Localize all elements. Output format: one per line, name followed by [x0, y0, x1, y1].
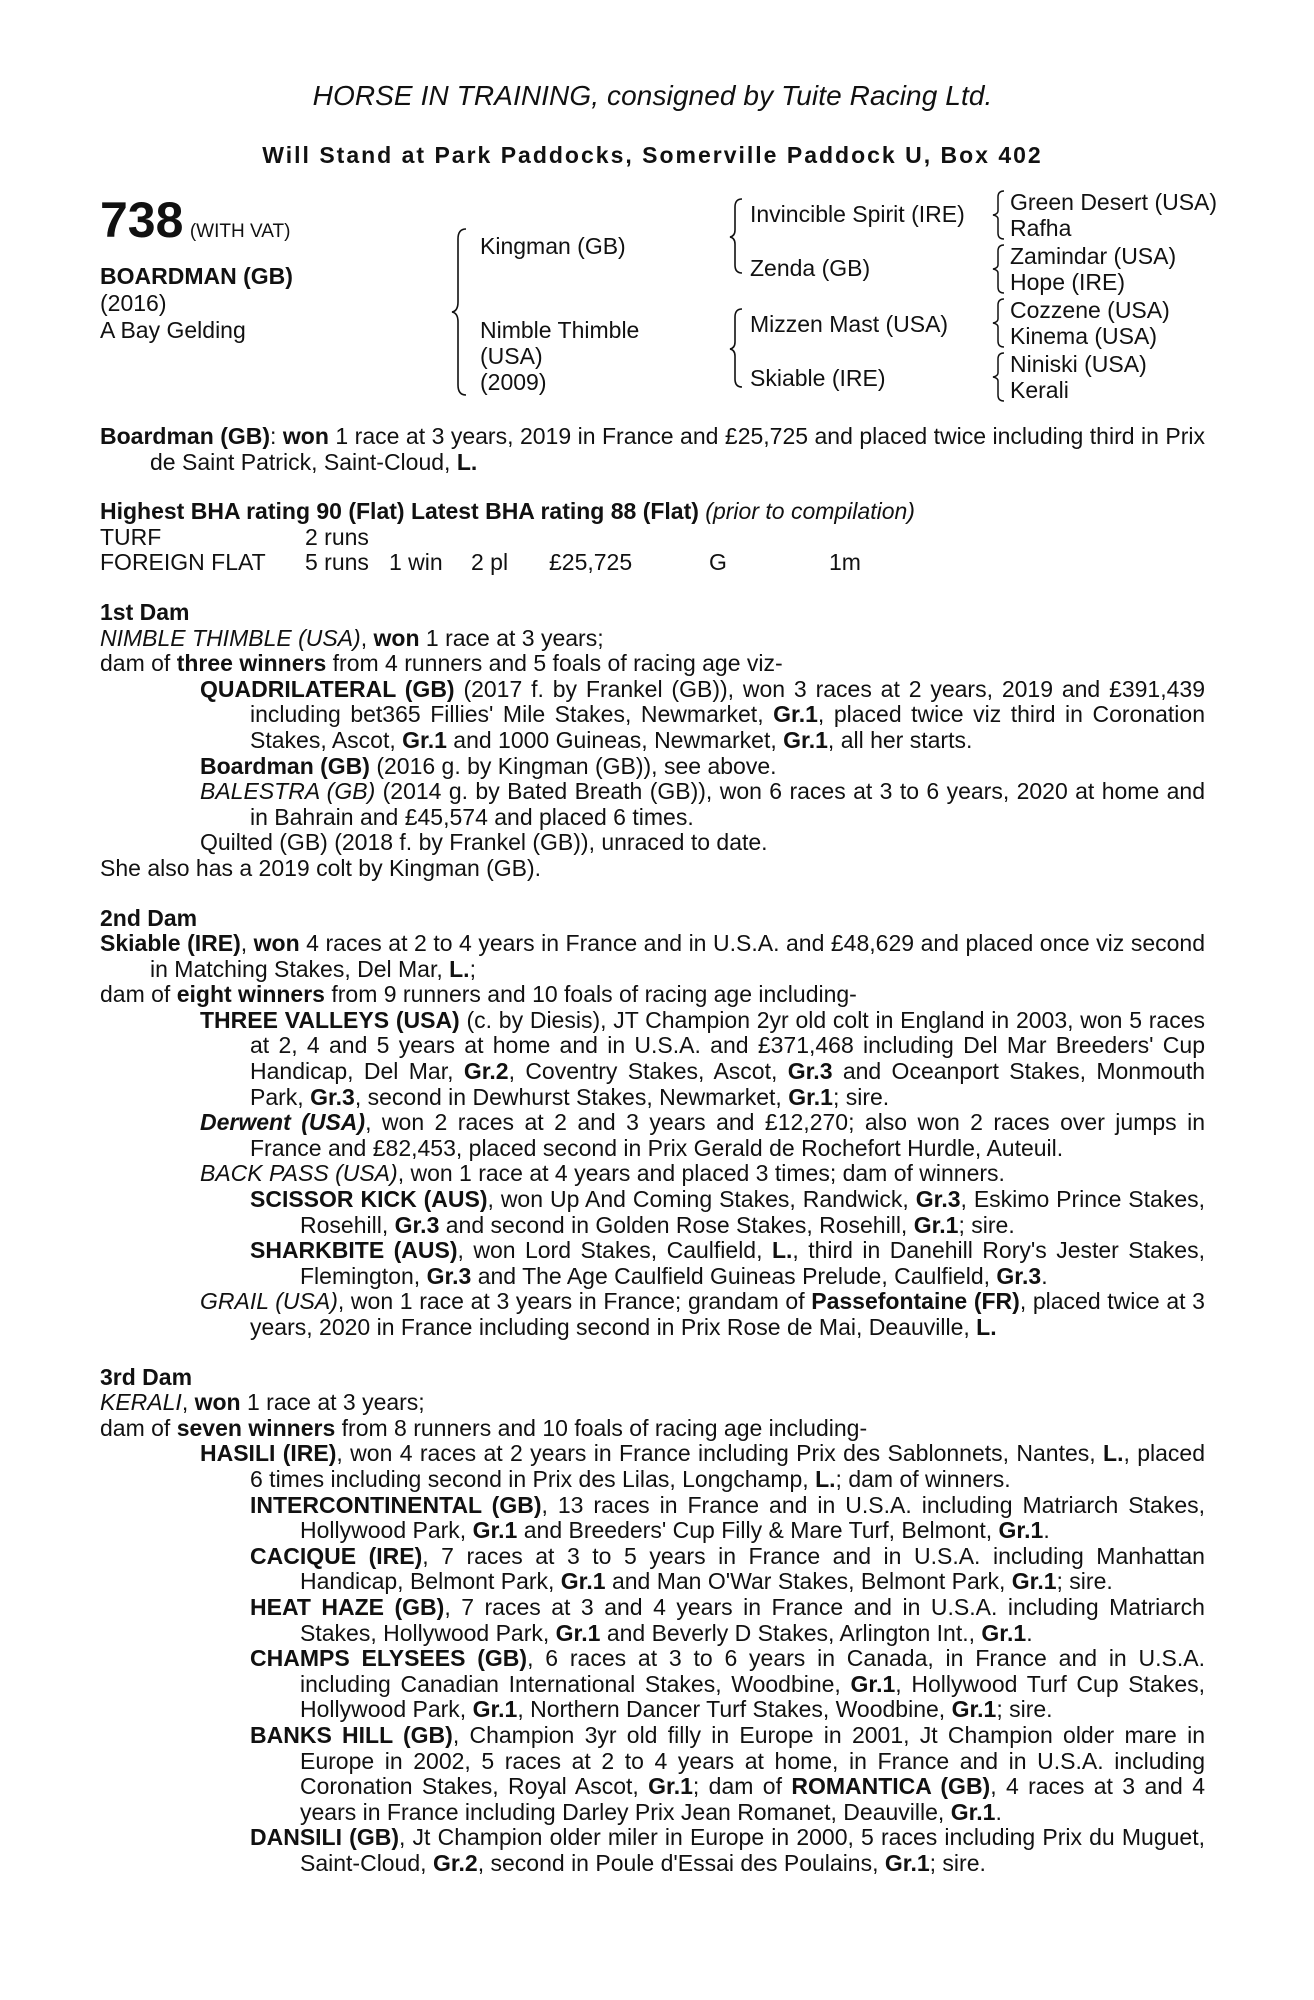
bracket-g3 — [991, 297, 1007, 349]
turf-record: TURF 2 runs — [100, 523, 369, 550]
second-dam-section: 2nd Dam Skiable (IRE), won 4 races at 2 to 4 years in France and in U.S.A. and £48,629 and placed once viz second in Matching Stakes, Del Mar, L.; dam of eight winners from 9 runners and 10 foals of racing age including- THREE VALLEYS (USA) (c. by Diesis), JT Champion 2yr old colt in England in 2003, won 5 races at 2, 4 and 5 years at home and in U.S.A. and £371,468 including Del Mar Breeders' Cup Handicap, Del Mar, Gr.2, Coventry Stakes, Ascot, Gr.3 and Oceanport Stakes, Monmouth Park, Gr.3, second in Dewhurst Stakes, Newmarket, Gr.1; sire. Derwent (USA), won 2 races at 2 and 3 years and £12,270; also won 2 races over jumps in France and £82,453, placed second in Prix Gerald de Rochefort Hurdle, Auteuil. BACK PASS (USA), won 1 race at 4 years and placed 3 times; dam of winners. SCISSOR KICK (AUS), won Up And Coming Stakes, Randwick, Gr.3, Eskimo Prince Stakes, Rosehill, Gr.3 and second in Golden Rose Stakes, Rosehill, Gr.1; sire. SHARKBITE (AUS), won Lord Stakes, Caulfield, L., third in Danehill Rory's Jester Stakes, Flemington, Gr.3 and The Age Caulfield Guineas Prelude, Caulfield, Gr.3. GRAIL (USA), won 1 race at 3 years in France; grandam of Passefontaine (FR), placed twice at 3 years, 2020 in France including second in Prix Rose de Mai, Deauville, L. — [100, 904, 1206, 1340]
bracket-g4 — [991, 351, 1007, 403]
dam-line-1: Nimble Thimble — [480, 317, 640, 343]
sire-dam-bracket — [450, 227, 470, 397]
foaling-year: (2016) — [100, 290, 167, 316]
dam-line-2: (USA) — [480, 343, 543, 369]
pedigree-block — [100, 189, 1218, 424]
dam-parents-bracket — [728, 307, 746, 389]
bracket-g2 — [991, 243, 1007, 295]
progeny-intercontinental: INTERCONTINENTAL (GB), 13 races in France and in U.S.A. including Matriarch Stakes, Hollywood Park, Gr.1 and Breeders' Cup Filly & Mare Turf, Belmont, Gr.1. — [250, 1491, 1206, 1544]
third-dam-section: 3rd Dam KERALI, won 1 race at 3 years; dam of seven winners from 8 runners and 10 foals of racing age including- HASILI (IRE), won 4 races at 2 years in France including Prix des Sablonnets, Nantes, L., placed 6 times including second in Prix des Lilas, Longchamp, L.; dam of winners. INTERCONTINENTAL (GB), 13 races in France and in U.S.A. including Matriarch Stakes, Hollywood Park, Gr.1 and Breeders' Cup Filly & Mare Turf, Belmont, Gr.1. CACIQUE (IRE), 7 races at 3 to 5 years in France and in U.S.A. including Manhattan Handicap, Belmont Park, Gr.1 and Man O'War Stakes, Belmont Park, Gr.1; sire. HEAT HAZE (GB), 7 races at 3 and 4 years in France and in U.S.A. including Matriarch Stakes, Hollywood Park, Gr.1 and Beverly D Stakes, Arlington Int., Gr.1. CHAMPS ELYSEES (GB), 6 races at 3 to 6 years in Canada, in France and in U.S.A. including Canadian International Stakes, Woodbine, Gr.1, Hollywood Turf Cup Stakes, Hollywood Park, Gr.1, Northern Dancer Turf Stakes, Woodbine, Gr.1; sire. BANKS HILL (GB), Champion 3yr old filly in Europe in 2001, Jt Champion older mare in Europe in 2002, 5 races at 2 to 4 years at home, in France and in U.S.A. including Coronation Stakes, Royal Ascot, Gr.1; dam of ROMANTICA (GB), 4 races at 3 and 4 years in France including Darley Prix Jean Romanet, Deauville, Gr.1. DANSILI (GB), Jt Champion older miler in Europe in 2000, 5 races including Prix du Muguet, Saint-Cloud, Gr.2, second in Poule d'Essai des Poulains, Gr.1; sire. — [100, 1363, 1206, 1876]
progeny-champs-elysees: CHAMPS ELYSEES (GB), 6 races at 3 to 6 years in Canada, in France and in U.S.A. including Canadian International Stakes, Woodbine, Gr.1, Hollywood Turf Cup Stakes, Hollywood Park, Gr.1, Northern Dancer Turf Stakes, Woodbine, Gr.1; sire. — [250, 1645, 1205, 1723]
catalogue-page — [100, 80, 1218, 1876]
gg-dsd: Kinema (USA) — [1010, 323, 1157, 349]
gg-sdd: Hope (IRE) — [1010, 269, 1126, 295]
progeny-quadrilateral: QUADRILATERAL (GB) (2017 f. by Frankel (GB)), won 3 races at 2 years, 2019 and £391,439 including bet365 Fillies' Mile Stakes, Newmarket, Gr.1, placed twice viz third in Coronation Stakes, Ascot, Gr.1 and 1000 Guineas, Newmarket, Gr.1, all her starts. — [200, 675, 1205, 753]
dam-sire: Mizzen Mast (USA) — [750, 311, 949, 337]
sire: Kingman (GB) — [480, 233, 626, 259]
lot-number-line — [100, 192, 291, 248]
progeny-boardman: Boardman (GB) (2016 g. by Kingman (GB)), see above. — [200, 752, 777, 779]
progeny-grail: GRAIL (USA), won 1 race at 3 years in France; grandam of Passefontaine (FR), placed twice at 3 years, 2020 in France including second in Prix Rose de Mai, Deauville, L. — [200, 1288, 1205, 1340]
consignment-line: HORSE IN TRAINING, consigned by Tuite Racing Ltd. — [312, 80, 993, 111]
dam-line-3: (2009) — [480, 369, 547, 395]
gg-ddd: Kerali — [1010, 377, 1069, 403]
progeny-cacique: CACIQUE (IRE), 7 races at 3 to 5 years in France and in U.S.A. including Manhattan Handicap, Belmont Park, Gr.1 and Man O'War Stakes, Belmont Park, Gr.1; sire. — [250, 1542, 1205, 1595]
gg-sds: Zamindar (USA) — [1010, 243, 1177, 269]
ratings-block: Highest BHA rating 90 (Flat) Latest BHA rating 88 (Flat) (prior to compilation) TURF 2 runs FOREIGN FLAT 5 runs 1 win 2 pl £25,725 G 1m — [100, 499, 1205, 576]
summary-name: Boardman (GB) — [100, 423, 271, 449]
second-dam-heading: 2nd Dam — [100, 904, 198, 931]
progeny-heat-haze: HEAT HAZE (GB), 7 races at 3 and 4 years in France and in U.S.A. including Matriarch Stakes, Hollywood Park, Gr.1 and Beverly D Stakes, Arlington Int., Gr.1. — [250, 1593, 1205, 1646]
third-dam-heading: 3rd Dam — [100, 1363, 193, 1390]
progeny-quilted: Quilted (GB) (2018 f. by Frankel (GB)), unraced to date. — [200, 829, 768, 856]
sire-parents-bracket — [728, 197, 746, 275]
gg-sss: Green Desert (USA) — [1010, 189, 1218, 215]
progeny-balestra: BALESTRA (GB) (2014 g. by Bated Breath (GB)), won 6 races at 3 to 6 years, 2020 at home and in Bahrain and £45,574 and placed 6 times. — [200, 778, 1205, 830]
gg-ssd: Rafha — [1010, 215, 1072, 241]
first-dam-section: 1st Dam NIMBLE THIMBLE (USA), won 1 race at 3 years; dam of three winners from 4 runners and 5 foals of racing age viz- QUADRILATERAL (GB) (2017 f. by Frankel (GB)), won 3 races at 2 years, 2019 and £391,439 including bet365 Fillies' Mile Stakes, Newmarket, Gr.1, placed twice viz third in Coronation Stakes, Ascot, Gr.1 and 1000 Guineas, Newmarket, Gr.1, all her starts. Boardman (GB) (2016 g. by Kingman (GB)), see above. BALESTRA (GB) (2014 g. by Bated Breath (GB)), won 6 races at 3 to 6 years, 2020 at home and in Bahrain and £45,574 and placed 6 times. Quilted (GB) (2018 f. by Frankel (GB)), unraced to date. She also has a 2019 colt by Kingman (GB). — [100, 598, 1205, 881]
bracket-g1 — [991, 189, 1007, 241]
progeny-back-pass: BACK PASS (USA), won 1 race at 4 years and placed 3 times; dam of winners. — [200, 1160, 1005, 1187]
sire-dam: Zenda (GB) — [750, 255, 871, 281]
race-summary: Boardman (GB): won 1 race at 3 years, 2019 in France and £25,725 and placed twice including third in Prix de Saint Patrick, Saint-Cloud, L. — [100, 423, 1206, 475]
foreign-flat-record: FOREIGN FLAT 5 runs 1 win 2 pl £25,725 G 1m — [100, 549, 861, 576]
progeny-banks-hill: BANKS HILL (GB), Champion 3yr old filly in Europe in 2001, Jt Champion older mare in Europe in 2002, 5 races at 2 to 4 years at home, in France and in U.S.A. including Coronation Stakes, Royal Ascot, Gr.1; dam of ROMANTICA (GB), 4 races at 3 and 4 years in France including Darley Prix Jean Romanet, Deauville, Gr.1. — [250, 1721, 1206, 1825]
dam-dam: Skiable (IRE) — [750, 365, 886, 391]
progeny-hasili: HASILI (IRE), won 4 races at 2 years in France including Prix des Sablonnets, Nantes, L., placed 6 times including second in Prix des Lilas, Longchamp, L.; dam of winners. — [200, 1440, 1205, 1492]
dam1-note: She also has a 2019 colt by Kingman (GB). — [100, 854, 542, 881]
progeny-dansili: DANSILI (GB), Jt Champion older miler in Europe in 2000, 5 races including Prix du Muguet, Saint-Cloud, Gr.2, second in Poule d'Essai des Poulains, Gr.1; sire. — [250, 1824, 1205, 1876]
gg-dds: Niniski (USA) — [1010, 351, 1147, 377]
progeny-scissor-kick: SCISSOR KICK (AUS), won Up And Coming Stakes, Randwick, Gr.3, Eskimo Prince Stakes, Rosehill, Gr.3 and second in Golden Rose Stakes, Rosehill, Gr.1; sire. — [250, 1186, 1206, 1238]
bha-ratings: Highest BHA rating 90 (Flat) Latest BHA rating 88 (Flat) — [100, 498, 699, 525]
lot-number: 738 — [100, 192, 184, 248]
horse-description: A Bay Gelding — [100, 317, 246, 343]
sire-sire: Invincible Spirit (IRE) — [750, 201, 965, 227]
progeny-three-valleys: THREE VALLEYS (USA) (c. by Diesis), JT Champion 2yr old colt in England in 2003, won 5 races at 2, 4 and 5 years at home and in U.S.A. and £371,468 including Del Mar Breeders' Cup Handicap, Del Mar, Gr.2, Coventry Stakes, Ascot, Gr.3 and Oceanport Stakes, Monmouth Park, Gr.3, second in Dewhurst Stakes, Newmarket, Gr.1; sire. — [200, 1006, 1205, 1110]
gg-dss: Cozzene (USA) — [1010, 297, 1170, 323]
first-dam-heading: 1st Dam — [100, 598, 190, 625]
horse-name: BOARDMAN (GB) — [100, 263, 293, 289]
progeny-derwent: Derwent (USA), won 2 races at 2 and 3 years and £12,270; also won 2 races over jumps in France and £82,453, placed second in Prix Gerald de Rochefort Hurdle, Auteuil. — [200, 1109, 1206, 1161]
progeny-sharkbite: SHARKBITE (AUS), won Lord Stakes, Caulfield, L., third in Danehill Rory's Jester Stakes, Flemington, Gr.3 and The Age Caulfield Guineas Prelude, Caulfield, Gr.3. — [250, 1237, 1205, 1289]
stand-location: Will Stand at Park Paddocks, Somerville Paddock U, Box 402 — [262, 142, 1043, 168]
vat-note: (WITH VAT) — [189, 221, 291, 242]
